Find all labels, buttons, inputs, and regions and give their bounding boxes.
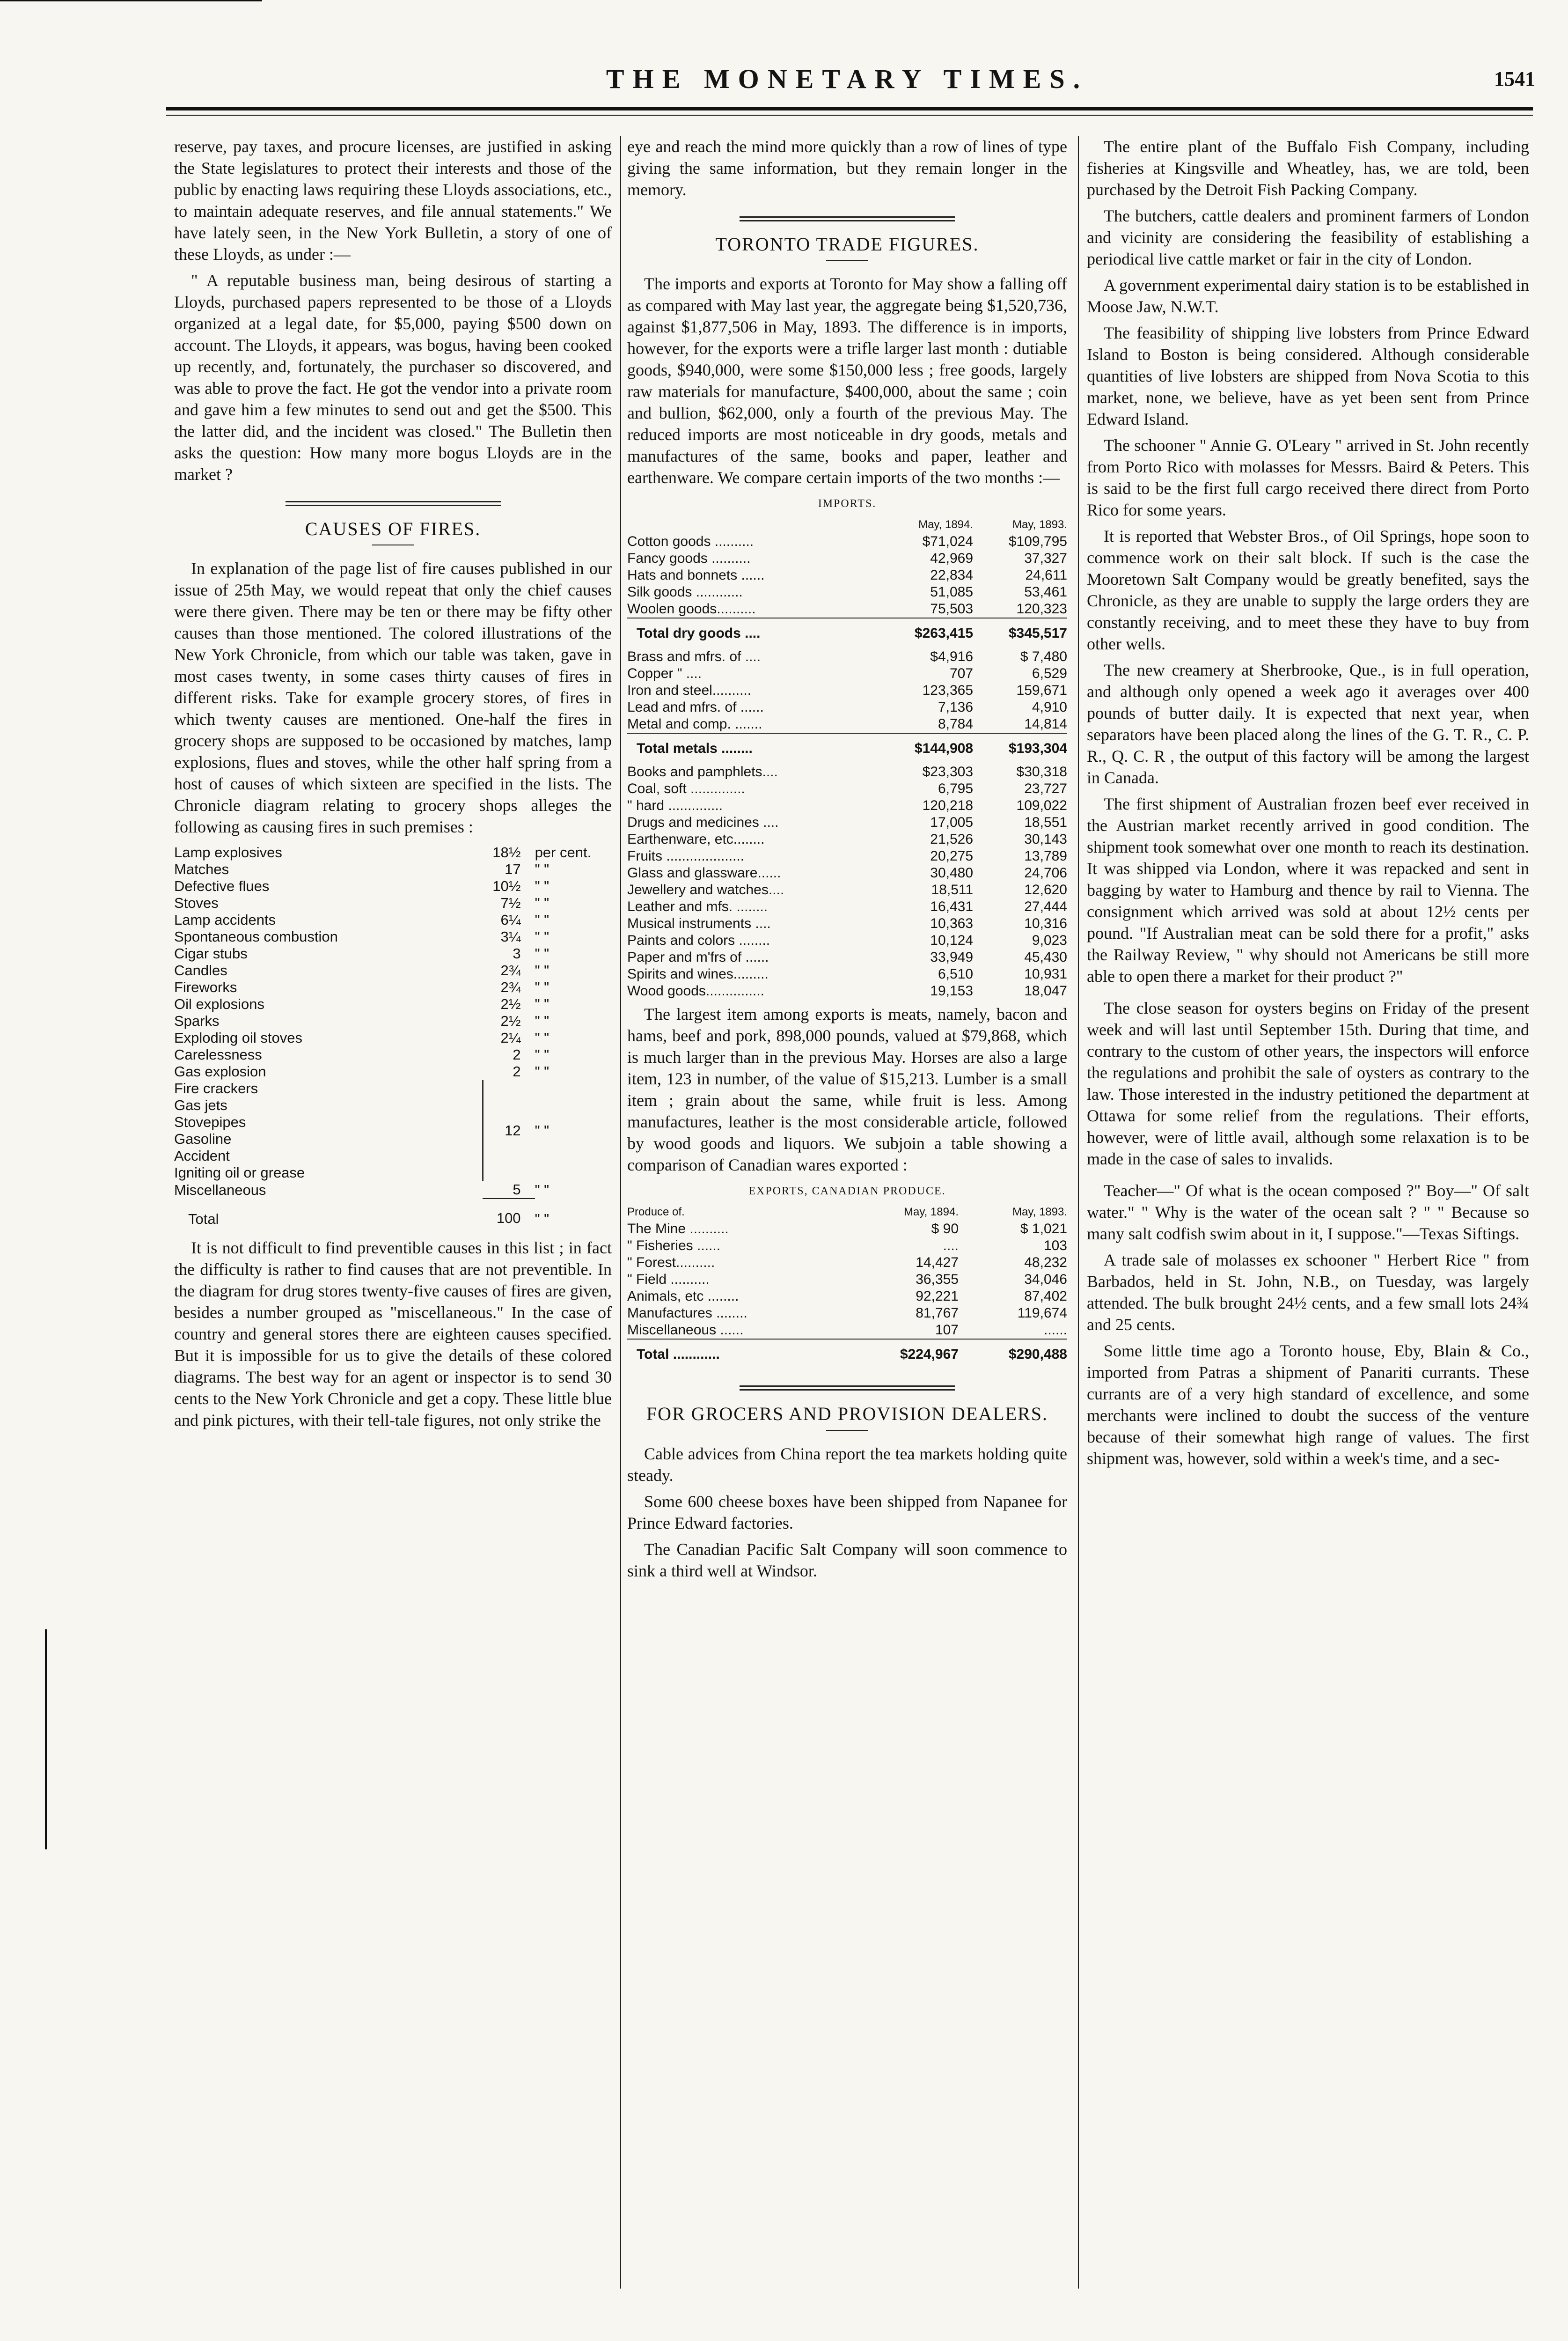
cell-value: 42,969 [930, 551, 974, 566]
cause-name: Oil explosions [174, 996, 264, 1012]
bracket-item: Igniting oil or grease [174, 1164, 483, 1181]
table-row [627, 601, 1067, 618]
cell-value: 119,674 [1017, 1305, 1067, 1321]
cause-unit: " " [535, 945, 550, 962]
table-row [627, 915, 1067, 932]
cause-unit: per cent. [535, 844, 592, 861]
cell-value: 120,218 [922, 798, 974, 813]
table-row [174, 962, 612, 979]
cause-unit: " " [535, 1030, 550, 1046]
table-row [174, 928, 612, 945]
section-title: FOR GROCERS AND PROVISION DEALERS. [646, 1403, 1048, 1424]
cell-value: 45,430 [1024, 950, 1067, 965]
row-label: Earthenware, etc........ [627, 832, 765, 847]
row-label: Coal, soft .............. [627, 781, 745, 796]
paragraph: The first shipment of Australian frozen beef ever received in the Austrian market recently arrived in good condition. The shipment took somewhat over one month to reach its destination. It was shipped via London, where it was repacked and sent in bagging by water to Hamburg and thence by rail to Vienna. The consignment which arrived was sold at about 12½ cents per pound. "If Australian meat can be sold there for a profit," asks the Railway Review, " why should not Americans be still more able to open there a market for their product ?" [1087, 795, 1529, 986]
table-row [174, 844, 612, 861]
table-row [627, 665, 1067, 682]
total-row [627, 618, 1067, 648]
section-rule [286, 501, 501, 506]
cell-value: 6,529 [1032, 666, 1067, 681]
section-title: CAUSES OF FIRES. [305, 518, 481, 539]
cell-value: $ 7,480 [1020, 649, 1067, 664]
cell-value: ...... [1043, 1322, 1067, 1338]
table-row [174, 979, 612, 996]
cell-value: 107 [935, 1322, 959, 1338]
title-rule [826, 260, 868, 261]
row-label: Fruits .................... [627, 848, 745, 864]
section-rule [740, 216, 955, 221]
cause-name: Stoves [174, 895, 219, 911]
table-row [174, 1030, 612, 1046]
paragraph: Some 600 cheese boxes have been shipped from Napanee for Prince Edward factories. [627, 1492, 1067, 1532]
table-row [627, 865, 1067, 882]
cause-value: 5 [513, 1181, 521, 1198]
row-label: Brass and mfrs. of .... [627, 649, 761, 664]
row-label: Leather and mfs. ........ [627, 899, 768, 914]
cause-name: Candles [174, 962, 227, 979]
table-row [627, 716, 1067, 733]
total-label: Total ............ [627, 1339, 850, 1369]
row-label: Paper and m'frs of ...... [627, 950, 769, 965]
cell-value: 24,611 [1025, 567, 1067, 583]
cell-value: .... [943, 1238, 959, 1253]
cause-value: 18½ [492, 844, 521, 861]
cell-value: 51,085 [930, 584, 974, 600]
row-label: Cotton goods .......... [627, 534, 754, 549]
table-row [627, 1237, 1067, 1254]
cell-value: 37,327 [1024, 551, 1067, 566]
table-header [627, 1204, 1067, 1221]
cause-name: Cigar stubs [174, 945, 248, 962]
cell-value: 27,444 [1024, 899, 1067, 914]
cell-value: 7,136 [938, 699, 974, 715]
paragraph: Cable advices from China report the tea markets holding quite steady. [627, 1444, 1067, 1485]
total-value: $224,967 [850, 1339, 959, 1369]
table-row [627, 797, 1067, 814]
row-label: Glass and glassware...... [627, 865, 781, 881]
cause-unit: " " [535, 996, 550, 1012]
table-row [627, 831, 1067, 848]
column-header: May, 1893. [1012, 1206, 1067, 1218]
paragraph: The entire plant of the Buffalo Fish Company, including fisheries at Kingsville and Wheatley, has, we are told, been purchased by the Detroit Fish Packing Company. [1087, 137, 1529, 199]
cause-name: Lamp explosives [174, 844, 282, 861]
cause-name: Fireworks [174, 979, 237, 995]
table-row [627, 1288, 1067, 1305]
paragraph: Some little time ago a Toronto house, Eby, Blain & Co., imported from Patras a shipment of Panariti currants. These currants are of a very high standard of excellence, and some merchants were inclined to doubt the success of the venture because of their somewhat high range of values. The first shipment was, however, sold within a week's time, and a sec- [1087, 1341, 1529, 1468]
cell-value: $4,916 [930, 649, 974, 664]
masthead-title: THE MONETARY TIMES. [606, 64, 1089, 94]
cause-value: 6¼ [500, 912, 521, 928]
cause-name: Matches [174, 861, 229, 877]
cell-value: 18,047 [1024, 983, 1067, 999]
column-middle [627, 136, 1067, 2289]
cell-value: 18,551 [1024, 815, 1067, 830]
column-header: May, 1893. [1012, 518, 1067, 531]
cause-value: 2 [513, 1063, 521, 1080]
bracket-item: Accident [174, 1148, 483, 1164]
scan-artifact [45, 1629, 47, 1849]
cell-value: 23,727 [1024, 781, 1067, 796]
paragraph: The butchers, cattle dealers and prominent farmers of London and vicinity are considering the feasibility of establishing a periodical live cattle market or fair in the city of London. [1087, 206, 1529, 268]
row-label: Drugs and medicines .... [627, 815, 779, 830]
table-row [174, 1080, 612, 1097]
cell-value: 75,503 [930, 601, 974, 617]
row-label: The Mine .......... [627, 1221, 729, 1237]
cell-value: $23,303 [922, 764, 974, 780]
cause-value: 2¾ [500, 962, 521, 979]
total-value: $144,908 [879, 733, 973, 764]
bracket-item: Stovepipes [174, 1114, 483, 1131]
table-row [627, 1322, 1067, 1339]
table-header [627, 516, 1067, 533]
total-value: $290,488 [959, 1339, 1067, 1369]
cell-value: 10,316 [1024, 916, 1067, 931]
row-label: Spirits and wines......... [627, 966, 769, 982]
page-header [159, 63, 1535, 96]
paragraph: The schooner " Annie G. O'Leary " arrived in St. John recently from Porto Rico with molasses for Messrs. Baird & Peters. This is said to be the first full cargo received there direct from Porto Rico for some years. [1087, 436, 1529, 519]
paragraph: The largest item among exports is meats, namely, bacon and hams, beef and pork, 898,000 pounds, valued at $79,868, which is much larger than in the previous May. Horses are also a large item, 123 in number, of the value of $15,213. Lumber is a small item ; grain about the same, while fruit is less. Among manufactures, leather is the most considerable article, followed by wood goods and liquors. We subjoin a table showing a comparison of Canadian wares exported : [627, 1005, 1067, 1174]
paragraph: The close season for oysters begins on Friday of the present week and will last until September 15th. During that time, and contrary to the custom of other years, the inspectors will enforce the regulations and prohibit the sale of oysters as contrary to the law. Those interested in the industry petitioned the department at Ottawa for some relief from the regulations. Their efforts, however, were of little avail, although some relaxation is to be made in the case of sales to invalids. [1087, 999, 1529, 1168]
table-row [627, 932, 1067, 949]
table-row [627, 898, 1067, 915]
row-label: Woolen goods.......... [627, 601, 756, 617]
cause-value: 17 [505, 861, 521, 877]
table-row [627, 1305, 1067, 1322]
bracket-item: Fire crackers [174, 1080, 483, 1097]
table-row [174, 945, 612, 962]
table-row [627, 699, 1067, 716]
total-row [627, 1339, 1067, 1369]
row-label: Jewellery and watches.... [627, 882, 784, 898]
row-label: Manufactures ........ [627, 1305, 747, 1321]
cell-value: 10,363 [930, 916, 974, 931]
section-rule [740, 1385, 955, 1391]
cause-value: 2½ [500, 1013, 521, 1029]
paragraph: The Canadian Pacific Salt Company will soon commence to sink a third well at Windsor. [627, 1540, 1067, 1580]
table-row [174, 878, 612, 895]
table-row [627, 814, 1067, 831]
table-row [174, 1013, 612, 1030]
cell-value: 81,767 [916, 1305, 959, 1321]
header-rule-thin [166, 115, 1533, 116]
cell-value: 707 [949, 666, 974, 681]
cell-value: 20,275 [930, 848, 974, 864]
cell-value: $ 1,021 [1020, 1221, 1067, 1237]
cause-unit: " " [535, 861, 550, 877]
section-title: TORONTO TRADE FIGURES. [715, 234, 979, 255]
cell-value: $ 90 [931, 1221, 959, 1237]
row-label: Musical instruments .... [627, 916, 771, 931]
cause-unit: " " [535, 1063, 550, 1080]
paragraph: reserve, pay taxes, and procure licenses, are justified in asking the State legislatures to protect their interests and those of the public by enacting laws requiring these Lloyds associations, etc., to maintain adequate reserves, and file annual statements." We have lately seen, in the New York Bulletin, a story of one of these Lloyds, as under :— [174, 137, 612, 264]
row-label: " Forest.......... [627, 1255, 715, 1270]
fire-causes-table [174, 844, 612, 1228]
row-label: Hats and bonnets ...... [627, 567, 765, 583]
paragraph: It is not difficult to find preventible causes in this list ; in fact the difficulty is rather to find causes that are not preventible. In the diagram for drug stores twenty-five causes of fires are given, besides a number grouped as "miscellaneous." In the case of country and general stores there are eighteen causes specified. But it is impossible for us to give the details of these colored diagrams. The best way for an agent or inspector is to send 30 cents to the New York Chronicle and get a copy. These little blue and pink pictures, with their tell-tale figures, not only strike the [174, 1238, 612, 1429]
cell-value: 10,931 [1024, 966, 1067, 982]
paragraph: Teacher—" Of what is the ocean composed ?" Boy—" Of salt water." " Why is the water of the ocean salt ? " " Because so many salt codfish swim about in it, I suppose."—Texas Siftings. [1087, 1181, 1529, 1243]
table-row [627, 584, 1067, 601]
cause-name: Lamp accidents [174, 912, 276, 928]
table-row [627, 882, 1067, 898]
row-label: Miscellaneous ...... [627, 1322, 744, 1338]
cause-unit: " " [535, 912, 550, 928]
table-row [174, 1046, 612, 1063]
column-divider [1078, 136, 1079, 2289]
paragraph: A government experimental dairy station is to be established in Moose Jaw, N.W.T. [1087, 276, 1529, 316]
scan-artifact [0, 0, 262, 1]
paragraph: eye and reach the mind more quickly than a row of lines of type giving the same information, but they remain longer in the memory. [627, 137, 1067, 199]
cell-value: $71,024 [922, 534, 974, 549]
cell-value: 14,427 [916, 1255, 959, 1270]
cause-value: 2¾ [500, 979, 521, 995]
cause-name: Miscellaneous [174, 1181, 266, 1198]
table-row [627, 983, 1067, 1000]
row-label: " hard .............. [627, 798, 723, 813]
cell-value: 24,706 [1024, 865, 1067, 881]
bracket-item: Gas jets [174, 1097, 483, 1114]
cause-unit: " " [535, 928, 550, 945]
paragraph: The feasibility of shipping live lobsters from Prince Edward Island to Boston is being considered. Although considerable quantities of live lobsters are shipped from Nova Scotia to this market, none, we believe, have as yet been sent from Prince Edward Island. [1087, 324, 1529, 428]
cause-name: Defective flues [174, 878, 270, 894]
cell-value: 36,355 [916, 1272, 959, 1287]
cell-value: 22,834 [930, 567, 974, 583]
cell-value: 30,480 [930, 865, 974, 881]
cell-value: 48,232 [1024, 1255, 1067, 1270]
paragraph: " A reputable business man, being desirous of starting a Lloyds, purchased papers represented to be those of a Lloyds organized at a legal date, for $5,000, paying $500 down on account. The Lloyds, it appears, was bogus, having been cooked up recently, and, fortunately, the purchaser so discovered, and was able to prove the fact. He got the vendor into a private room and gave him a few minutes to send out and get the $500. This the latter did, and the incident was closed." The Bulletin then asks the question: How many more bogus Lloyds are in the market ? [174, 271, 612, 484]
table-row [174, 861, 612, 878]
column-divider [620, 136, 621, 2289]
row-label: Paints and colors ........ [627, 933, 770, 948]
cause-value: 2¼ [500, 1030, 521, 1046]
page-number: 1541 [1494, 67, 1535, 90]
cause-unit: " " [535, 962, 550, 979]
cause-name: Carelessness [174, 1046, 262, 1063]
bracket-unit: " " [535, 1122, 550, 1139]
row-label: Silk goods ............ [627, 584, 743, 600]
exports-table [627, 1204, 1067, 1369]
row-label: Lead and mfrs. of ...... [627, 699, 764, 715]
cell-value: 103 [1043, 1238, 1067, 1253]
cell-value: 9,023 [1032, 933, 1067, 948]
column-right [1087, 136, 1529, 2289]
row-label: Copper " .... [627, 666, 702, 681]
cell-value: 8,784 [938, 716, 974, 732]
cell-value: 6,510 [938, 966, 974, 982]
row-label: Wood goods............... [627, 983, 764, 999]
cause-value: 7½ [500, 895, 521, 911]
title-rule [826, 1430, 868, 1431]
table-row [627, 567, 1067, 584]
total-value: $263,415 [879, 618, 973, 648]
table-title: IMPORTS. [818, 498, 877, 510]
cell-value: 6,795 [938, 781, 974, 796]
table-row [174, 1181, 612, 1199]
cause-name: Gas explosion [174, 1063, 266, 1080]
cause-name: Exploding oil stoves [174, 1030, 302, 1046]
cell-value: 109,022 [1016, 798, 1067, 813]
table-row [627, 780, 1067, 797]
row-label: Books and pamphlets.... [627, 764, 778, 780]
row-label: " Field .......... [627, 1272, 710, 1287]
cause-unit: " " [535, 878, 550, 894]
column-header: Produce of. [627, 1206, 685, 1218]
paragraph: The imports and exports at Toronto for May show a falling off as compared with May last year, the aggregate being $1,520,736, against $1,877,506 in May, 1893. The difference is in imports, however, for the exports were a trifle larger last month : dutiable goods, $940,000, were some $150,000 less ; free goods, largely raw materials for manufacture, $400,000, about the same ; coin and bullion, $62,000, only a fourth of the previous May. The reduced imports are most noticeable in dry goods, metals and manufactures of the same, books and paper, leather and earthenware. We compare certain imports of the two months :— [627, 274, 1067, 487]
cause-value: 3¼ [500, 928, 521, 945]
column-header: May, 1894. [918, 518, 974, 531]
total-row [627, 733, 1067, 764]
paragraph: A trade sale of molasses ex schooner " Herbert Rice " from Barbados, held in St. John, N.B., on Tuesday, was largely attended. The bulk brought 24½ cents, and a few small lots 24¾ and 25 cents. [1087, 1251, 1529, 1334]
table-row [627, 764, 1067, 780]
total-unit: " " [535, 1211, 550, 1227]
cause-unit: " " [535, 979, 550, 995]
total-value: 100 [483, 1199, 535, 1228]
cause-unit: " " [535, 895, 550, 911]
cell-value: 18,511 [931, 882, 974, 898]
cause-unit: " " [535, 1013, 550, 1029]
row-label: Metal and comp. ....... [627, 716, 762, 732]
cell-value: 21,526 [930, 832, 974, 847]
cause-name: Sparks [174, 1013, 220, 1029]
cell-value: 12,620 [1024, 882, 1067, 898]
bracket-value: 12 [505, 1122, 521, 1139]
table-row [627, 1221, 1067, 1237]
paragraph: In explanation of the page list of fire causes published in our issue of 25th May, we would repeat that only the chief causes were there given. There may be ten or there may be fifty other causes than those mentioned. The colored illustrations of the New York Chronicle, from which our table was taken, gave in most cases twenty, in some cases thirty causes of fires in different risks. Take for example grocery stores, of fires in which twenty causes are mentioned. One-half the fires in grocery shops are supposed to be occasioned by matches, lamp explosions, flues and stoves, while the other half spring from a host of causes of which sixteen are specified in the lists. The Chronicle diagram relating to grocery shops alleges the following as causing fires in such premises : [174, 559, 612, 836]
cell-value: 123,365 [922, 683, 974, 698]
table-title: EXPORTS, CANADIAN PRODUCE. [748, 1185, 946, 1197]
table-row [174, 996, 612, 1013]
cell-value: 87,402 [1024, 1288, 1067, 1304]
cell-value: 34,046 [1024, 1272, 1067, 1287]
table-row [627, 533, 1067, 550]
table-row [174, 895, 612, 912]
table-row [627, 1271, 1067, 1288]
cell-value: $30,318 [1016, 764, 1067, 780]
table-row [627, 682, 1067, 699]
cell-value: 14,814 [1024, 716, 1067, 732]
cell-value: 13,789 [1024, 848, 1067, 864]
row-label: Iron and steel.......... [627, 683, 752, 698]
row-label: " Fisheries ...... [627, 1238, 721, 1253]
cause-value: 2 [513, 1046, 521, 1063]
cell-value: $109,795 [1008, 534, 1067, 549]
header-rule [166, 107, 1533, 110]
cell-value: 33,949 [930, 950, 974, 965]
imports-table [627, 516, 1067, 1000]
cause-value: 2½ [500, 996, 521, 1012]
bracket-item: Gasoline [174, 1131, 483, 1148]
cause-unit: " " [535, 1046, 550, 1063]
cell-value: 92,221 [916, 1288, 959, 1304]
table-row [174, 1063, 612, 1080]
table-row [174, 912, 612, 928]
cause-value: 10½ [492, 878, 521, 894]
table-row [627, 949, 1067, 966]
total-label: Total [188, 1211, 219, 1227]
cell-value: 159,671 [1016, 683, 1067, 698]
paragraph: It is reported that Webster Bros., of Oil Springs, hope soon to commence work on their salt block. If such is the case the Mooretown Salt Company would be greatly benefited, says the Chronicle, as they are unable to supply the large orders they are constantly receiving, and to meet these they have to buy from other wells. [1087, 527, 1529, 653]
table-row [627, 1254, 1067, 1271]
cell-value: 10,124 [930, 933, 974, 948]
paragraph: The new creamery at Sherbrooke, Que., is in full operation, and although only opened a week ago it averages over 400 pounds of butter daily. It is expected that next year, when separators have been placed along the lines of the G. T. R., C. P. R., Q. C. R , the output of this factory will be among the largest in Canada. [1087, 661, 1529, 787]
table-row [627, 966, 1067, 983]
column-header: May, 1894. [904, 1206, 959, 1218]
cell-value: 19,153 [930, 983, 974, 999]
table-row [627, 648, 1067, 665]
cell-value: 120,323 [1016, 601, 1067, 617]
total-value: $345,517 [973, 618, 1067, 648]
cell-value: 30,143 [1024, 832, 1067, 847]
table-row [627, 550, 1067, 567]
cell-value: 4,910 [1032, 699, 1067, 715]
cause-value: 3 [513, 945, 521, 962]
cause-unit: " " [535, 1181, 550, 1198]
total-label: Total dry goods .... [627, 618, 879, 648]
table-row [174, 1199, 612, 1228]
total-label: Total metals ........ [627, 733, 879, 764]
cause-name: Spontaneous combustion [174, 928, 338, 945]
total-value: $193,304 [973, 733, 1067, 764]
cell-value: 53,461 [1024, 584, 1067, 600]
cell-value: 16,431 [930, 899, 974, 914]
cell-value: 17,005 [930, 815, 974, 830]
row-label: Animals, etc ........ [627, 1288, 739, 1304]
row-label: Fancy goods .......... [627, 551, 751, 566]
table-row [627, 848, 1067, 865]
column-left [174, 136, 612, 2289]
